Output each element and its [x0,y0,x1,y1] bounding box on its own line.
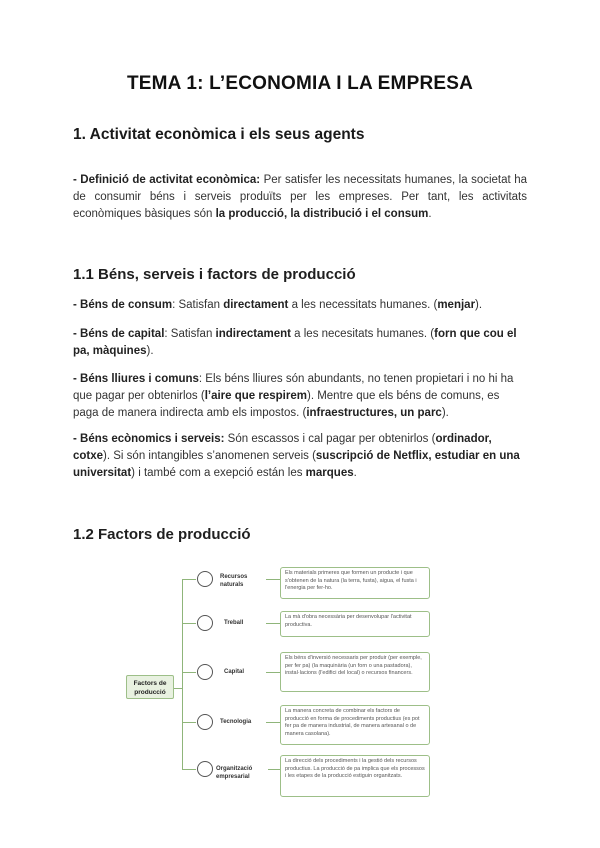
globe-icon [197,571,213,587]
definition-bold: la producció, la distribució i el consum [215,208,429,220]
worker-icon [197,615,213,631]
text-span: ) i també com a exepció están les [131,467,306,479]
definition-text: Per satisfer les necessitats humanes, la societat ha de consumir béns i serveis produïts per les empreses. Per tant, les activitats econòmiques bàsiques són [73,174,527,220]
section-heading-1-1: 1.1 Béns, serveis i factors de producció [73,266,356,283]
connector-trunk [182,579,183,769]
factor-label: Tecnologia [220,719,252,725]
page-title: TEMA 1: L’ECONOMIA I LA EMPRESA [126,73,474,94]
text-span: : Els béns lliures són abundants, no tenen propietari i no hi ha que pagar per obtenirlos ( [73,373,514,402]
bens-economics-lead: - Béns ecònomics i serveis: [73,433,225,445]
factor-label: Capital [224,669,245,675]
factor-label: Recursos naturals [220,574,248,588]
crane-icon [197,664,213,680]
definition-paragraph [73,172,527,223]
connector-desc [268,769,280,770]
factor-description: Els materials primeres que formen un producte i que s'obtenen de la natura (la terra, fusta), aigua, el fusta i l'energia per fer-ho. [280,567,430,599]
factor-description: Els béns d'inversió necessaris per produir (per exemple, per fer pa) (la maquinària (un forn o una pastadora), instal·lacions (l'edifici del local) o recursos financers. [280,652,430,692]
bens-capital-paragraph [73,326,527,360]
bens-capital-lead: - Béns de capital [73,328,165,340]
definition-lead: - Definició de activitat econòmica: [73,174,261,186]
text-span: ). Si són intangibles s’anomenen serveis ( [103,450,316,462]
connector-desc [266,672,280,673]
connector-root [174,688,183,689]
bold-span: suscripció de Netflix, estudiar en una universitat [73,450,520,479]
connector-branch [182,623,196,624]
connector-desc [266,623,280,624]
bold-span: indirectament [215,328,291,340]
connector-branch [182,579,196,580]
factors-diagram [126,565,436,800]
factor-label: Treball [224,620,244,626]
bens-consum-paragraph [73,297,527,314]
bold-span: marques [305,467,354,479]
factor-description: La direcció dels procediments i la gestió dels recursos productius. La producció de pa implica que els processos i les etapes de la producció estiguin organitzats. [280,755,430,797]
bens-lliures-lead: - Béns lliures i comuns [73,373,199,385]
bold-span: forn que cou el pa, màquines [73,328,517,357]
definition-end: . [428,208,432,220]
connector-desc [266,722,280,723]
bold-span: l’aire que respirem [204,390,307,402]
text-span: a les necesitats humanes. ( [290,328,435,340]
connector-branch [182,672,196,673]
text-span: ). [441,407,449,419]
section-heading-1: 1. Activitat econòmica i els seus agents [73,126,365,143]
section-heading-1-2: 1.2 Factors de producció [73,526,251,543]
connector-branch [182,769,196,770]
text-span: ). [475,299,483,311]
connector-desc [266,579,280,580]
text-span: : Satisfan [164,328,216,340]
bens-lliures-paragraph [73,371,527,422]
factor-description: La mà d'obra necessària per desenvolupar l'activitat productiva. [280,611,430,637]
bold-span: ordinador, cotxe [73,433,492,462]
text-span: ). Mentre que els béns de comuns, es paga de manera indirecta amb els impostos. ( [73,390,500,419]
text-span: . [353,467,357,479]
text-span: a les necessitats humanes. ( [288,299,438,311]
text-span: : Satisfan [172,299,224,311]
factor-label: Organització empresarial [216,766,253,780]
bold-span: menjar [437,299,476,311]
diagram-root-box: Factors de producció [126,675,174,699]
text-span: ). [146,345,154,357]
bold-span: infraestructures, un parc [306,407,442,419]
bens-economics-paragraph [73,431,527,482]
bens-consum-lead: - Béns de consum [73,299,173,311]
org-icon [197,761,213,777]
text-span: Són escassos i cal pagar per obtenirlos ( [224,433,436,445]
connector-branch [182,722,196,723]
gear-icon [197,714,213,730]
factor-description: La manera concreta de combinar els factors de producció en forma de procediments productius (es pot fer pa de manera industrial, de manera artesanal o de manera casolana). [280,705,430,745]
bold-span: directament [223,299,289,311]
